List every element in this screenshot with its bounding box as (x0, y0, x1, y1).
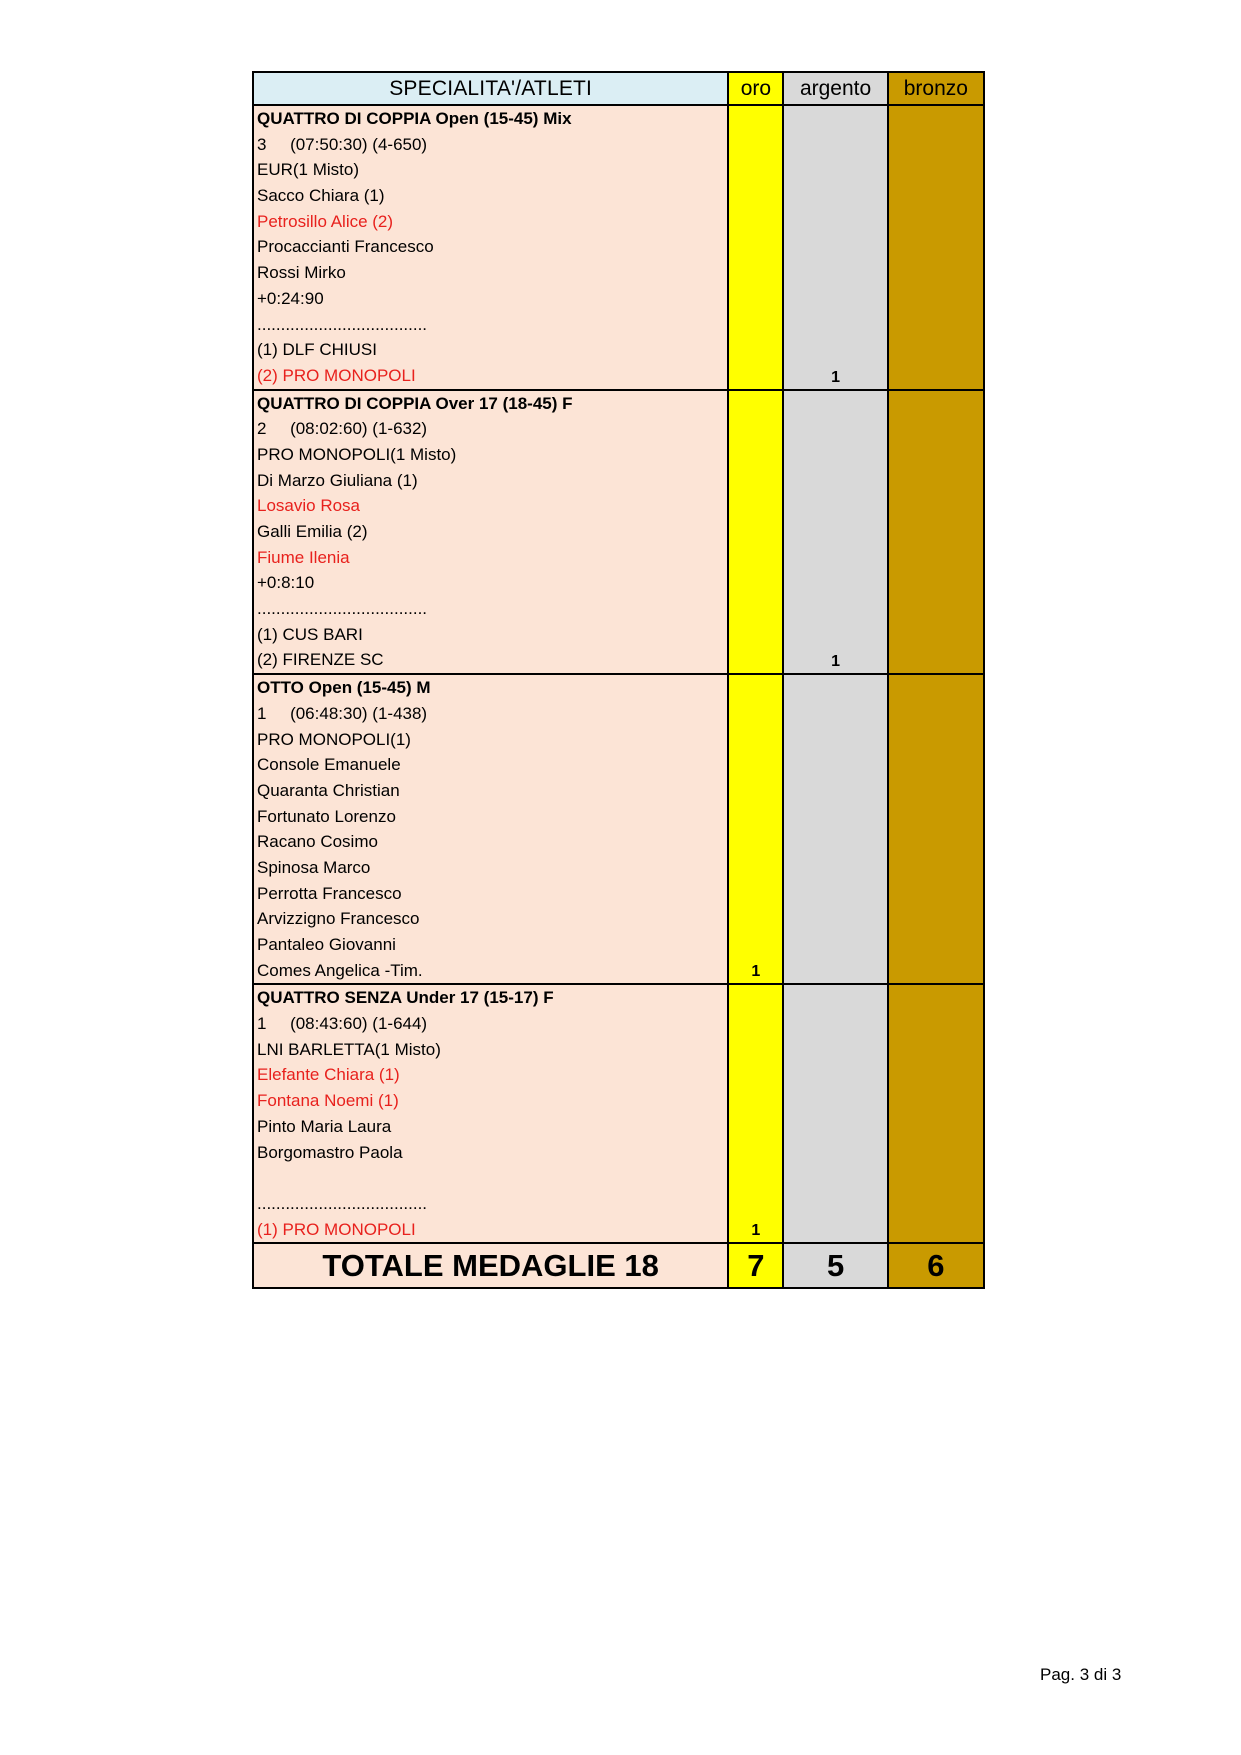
totals-label: TOTALE MEDAGLIE 18 (253, 1243, 728, 1288)
events-body (253, 105, 984, 1243)
medal-oro-cell (728, 105, 783, 390)
medal-argento-count: 1 (831, 653, 841, 671)
event-line: Comes Angelica -Tim. (257, 960, 423, 980)
medal-argento-count: 1 (831, 368, 841, 386)
event-line: Losavio Rosa (257, 496, 361, 516)
event-title: OTTO Open (15-45) M (257, 678, 431, 698)
event-line: PRO MONOPOLI(1 Misto) (257, 444, 457, 464)
event-athletes-cell (253, 390, 728, 675)
medal-table (252, 71, 985, 1289)
event-line: 1 (08:43:60) (1-644) (257, 1014, 428, 1034)
event-line: Borgomastro Paola (257, 1142, 403, 1162)
medal-bronzo-count (889, 651, 983, 673)
event-row (253, 105, 984, 390)
header-bronzo: bronzo (888, 72, 984, 105)
event-row (253, 674, 984, 984)
event-line: Spinosa Marco (257, 857, 371, 877)
event-row (253, 984, 984, 1243)
medal-oro-count: 1 (751, 963, 761, 981)
event-title: QUATTRO DI COPPIA Open (15-45) Mix (257, 109, 572, 128)
event-line: EUR(1 Misto) (257, 160, 360, 180)
header-row (253, 72, 984, 105)
event-line: .................................... (257, 314, 428, 334)
medal-argento-cell (783, 984, 887, 1243)
event-line: +0:8:10 (257, 573, 315, 593)
event-line: PRO MONOPOLI(1) (257, 729, 411, 749)
event-line: Racano Cosimo (257, 832, 378, 852)
event-line: (1) DLF CHIUSI (257, 340, 377, 360)
event-line (254, 1165, 727, 1191)
event-line: (1) PRO MONOPOLI (257, 1219, 416, 1239)
medal-oro-cell (728, 674, 783, 984)
medal-argento-cell (783, 105, 887, 390)
medal-oro-count (729, 367, 782, 389)
event-line: Galli Emilia (2) (257, 522, 368, 541)
event-line: Console Emanuele (257, 755, 401, 775)
event-line: .................................... (257, 599, 428, 619)
event-line: Quaranta Christian (257, 780, 400, 800)
event-line: Fontana Noemi (1) (257, 1091, 399, 1111)
page-number: Pag. 3 di 3 (1040, 1665, 1122, 1684)
event-line: 3 (07:50:30) (4-650) (257, 134, 428, 154)
event-athletes-cell (253, 674, 728, 984)
totals-oro: 7 (728, 1243, 783, 1288)
event-title: QUATTRO DI COPPIA Over 17 (18-45) F (257, 393, 573, 413)
medal-argento-cell (783, 674, 887, 984)
medal-bronzo-cell (888, 390, 984, 675)
medal-bronzo-count (889, 1220, 983, 1242)
medal-bronzo-count (889, 367, 983, 389)
medal-bronzo-count (889, 961, 983, 983)
totals-argento: 5 (783, 1243, 887, 1288)
medal-bronzo-cell (888, 105, 984, 390)
medal-argento-count (784, 961, 886, 983)
event-title: QUATTRO SENZA Under 17 (15-17) F (257, 988, 554, 1008)
event-line: 2 (08:02:60) (1-632) (257, 419, 428, 439)
event-line: (2) FIRENZE SC (257, 650, 384, 670)
medal-oro-count (729, 651, 782, 673)
event-line: Petrosillo Alice (2) (257, 211, 394, 231)
medal-bronzo-cell (888, 984, 984, 1243)
medal-argento-cell (783, 390, 887, 675)
event-line: Fiume Ilenia (257, 547, 350, 567)
event-line: Elefante Chiara (1) (257, 1065, 400, 1085)
event-line: Perrotta Francesco (257, 883, 402, 903)
event-line: Di Marzo Giuliana (1) (257, 470, 418, 490)
event-line: 1 (06:48:30) (1-438) (257, 703, 428, 723)
medal-oro-cell (728, 390, 783, 675)
medal-argento-count (784, 1220, 886, 1242)
totals-row (253, 1243, 984, 1288)
event-row (253, 390, 984, 675)
event-line: .................................... (257, 1193, 428, 1213)
event-line: (2) PRO MONOPOLI (257, 365, 416, 385)
event-line: Pantaleo Giovanni (257, 935, 396, 954)
event-line: +0:24:90 (257, 288, 324, 308)
event-line: Procaccianti Francesco (257, 237, 434, 257)
header-specialita: SPECIALITA'/ATLETI (253, 72, 728, 105)
event-line: Arvizzigno Francesco (257, 909, 420, 929)
totals-bronzo: 6 (888, 1243, 984, 1288)
header-oro: oro (728, 72, 783, 105)
event-line: (1) CUS BARI (257, 624, 363, 644)
event-athletes-cell (253, 105, 728, 390)
event-line: Fortunato Lorenzo (257, 806, 396, 826)
event-line: Rossi Mirko (257, 263, 346, 283)
event-line: LNI BARLETTA(1 Misto) (257, 1039, 441, 1059)
medal-oro-count: 1 (751, 1222, 761, 1240)
event-athletes-cell (253, 984, 728, 1243)
header-argento: argento (783, 72, 887, 105)
medal-oro-cell (728, 984, 783, 1243)
medal-bronzo-cell (888, 674, 984, 984)
event-line: Sacco Chiara (1) (257, 186, 385, 206)
event-line: Pinto Maria Laura (257, 1116, 392, 1136)
